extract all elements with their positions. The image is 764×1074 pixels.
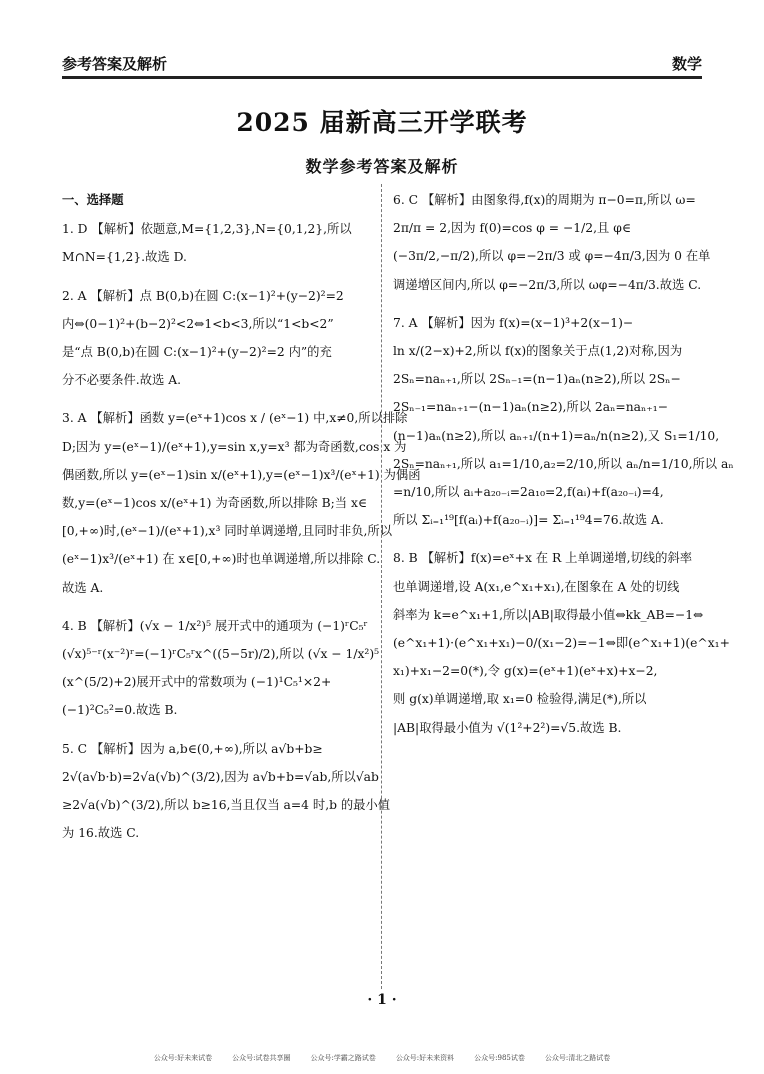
right-question-list [393,186,734,742]
answer-item-q6 [393,186,711,299]
footer-watermark-text: 公众号:985试卷 [474,1054,525,1062]
answer-line: [0,+∞)时,(eˣ−1)/(eˣ+1),x³ 同时单调递增,且同时非负,所以 [62,524,393,539]
answer-line: 2π/π = 2,因为 f(0)=cos φ = −1/2,且 φ∈ [393,221,631,236]
answer-line: 偶函数,所以 y=(eˣ−1)sin x/(eˣ+1),y=(eˣ−1)x³/(eˣ+1) 为偶函 [62,467,421,482]
page-header [62,46,702,78]
answer-item-q7 [393,309,734,535]
left-question-list [62,215,421,847]
footer-watermark-text: 公众号:清北之路试卷 [544,1054,611,1062]
answer-line: D;因为 y=(eˣ−1)/(eˣ+1),y=sin x,y=x³ 都为奇函数,cos x 为 [62,439,407,454]
answer-line: ≥2√a(√b)^(3/2),所以 b≥16,当且仅当 a=4 时,b 的最小值 [62,798,391,813]
answer-line: (−1)²C₅²=0.故选 B. [62,703,178,718]
answer-line: 5. C 【解析】因为 a,b∈(0,+∞),所以 a√b+b≥ [62,741,323,756]
answer-line: 2√(a√b·b)=2√a(√b)^(3/2),因为 a√b+b=√ab,所以√ab [62,769,379,784]
answer-item-q1 [62,215,368,271]
answer-line: (eˣ−1)x³/(eˣ+1) 在 x∈[0,+∞)时也单调递增,所以排除 C. [62,552,381,567]
answer-item-q3 [62,404,421,601]
answer-item-q8 [393,544,730,741]
answer-item-q4 [62,612,380,725]
answer-line: 4. B 【解析】(√x − 1/x²)⁵ 展开式中的通项为 (−1)ʳC₅ʳ [62,618,368,633]
answer-line: ln x/(2−x)+2,所以 f(x)的图象关于点(1,2)对称,因为 [393,344,683,359]
answer-line: |AB|取得最小值为 √(1²+2²)=√5.故选 B. [393,720,622,735]
answer-line: 所以 Σᵢ₌₁¹⁹[f(aᵢ)+f(a₂₀₋ᵢ)]= Σᵢ₌₁¹⁹4=76.故选 A. [393,513,664,528]
exam-subtitle: 数学参考答案及解析 [305,157,459,176]
answer-item-q2 [62,282,368,395]
header-left-label: 参考答案及解析 [62,55,168,73]
answer-line: 2Sₙ₋₁=naₙ₊₁−(n−1)aₙ(n≥2),所以 2aₙ=naₙ₊₁− [393,400,669,415]
page-number: · 1 · [367,992,397,1008]
answer-line: 也单调递增,设 A(x₁,e^x₁+x₁),在图象在 A 处的切线 [393,579,680,594]
answer-line: 2Sₙ=naₙ₊₁,所以 2Sₙ₋₁=(n−1)aₙ(n≥2),所以 2Sₙ− [393,372,681,387]
answer-line: 为 16.故选 C. [62,826,140,841]
answer-line: 3. A 【解析】函数 y=(eˣ+1)cos x / (eˣ−1) 中,x≠0,所以排除 [62,411,408,426]
answer-line: 2Sₙ=naₙ₊₁,所以 a₁=1/10,a₂=2/10,所以 aₙ/n=1/10,所以 aₙ [393,456,734,471]
left-column [62,186,421,857]
column-divider [381,184,382,989]
answer-line: =n/10,所以 aᵢ+a₂₀₋ᵢ=2a₁₀=2,f(aᵢ)+f(a₂₀₋ᵢ)=4, [393,485,664,500]
exam-title: 2025 届新高三开学联考 [236,108,528,137]
answer-line: (n−1)aₙ(n≥2),所以 aₙ₊₁/(n+1)=aₙ/n(n≥2),又 S₁=1/10, [393,428,720,443]
answer-line: 数,y=(eˣ−1)cos x/(eˣ+1) 为奇函数,所以排除 B;当 x∈ [62,496,367,511]
answer-line: 分不必要条件.故选 A. [62,373,181,388]
answer-line: 则 g(x)单调递增,取 x₁=0 检验得,满足(*),所以 [393,692,647,707]
answer-line: M∩N={1,2}.故选 D. [62,250,187,265]
header-subject-label: 数学 [671,55,702,73]
footer-watermark-text: 公众号:学霸之路试卷 [310,1054,376,1062]
answer-line: 斜率为 k=e^x₁+1,所以|AB|取得最小值⇔kk_AB=−1⇔ [393,607,704,622]
footer-watermark-text: 公众号:试卷共享圈 [232,1054,291,1062]
answer-line: x₁)+x₁−2=0(*),令 g(x)=(eˣ+1)(eˣ+x)+x−2, [393,664,658,679]
answer-item-q5 [62,735,391,848]
footer-watermark-bar [0,1053,764,1063]
answer-line: 8. B 【解析】f(x)=eˣ+x 在 R 上单调递增,切线的斜率 [393,551,693,566]
answer-line: 2. A 【解析】点 B(0,b)在圆 C:(x−1)²+(y−2)²=2 [62,288,344,303]
header-rule [62,78,702,79]
right-column [393,186,734,752]
answer-line: 调递增区间内,所以 φ=−2π/3,所以 ωφ=−4π/3.故选 C. [393,277,702,292]
answer-line: (−3π/2,−π/2),所以 φ=−2π/3 或 φ=−4π/3,因为 0 在单 [393,249,711,264]
answer-line: 1. D 【解析】依题意,M={1,2,3},N={0,1,2},所以 [62,222,352,237]
footer-watermark-text: 公众号:好未来试卷 [153,1054,213,1062]
answer-line: 6. C 【解析】由图象得,f(x)的周期为 π−0=π,所以 ω= [393,193,696,207]
answer-line: 7. A 【解析】因为 f(x)=(x−1)³+2(x−1)− [393,315,634,330]
answer-line: 是“点 B(0,b)在圆 C:(x−1)²+(y−2)²=2 内”的充 [62,345,332,360]
section-heading: 一、选择题 [62,192,124,207]
answer-line: (x^(5/2)+2)展开式中的常数项为 (−1)¹C₅¹×2+ [62,675,332,690]
answer-line: 故选 A. [62,580,104,595]
answer-line: (√x)⁵⁻ʳ(x⁻²)ʳ=(−1)ʳC₅ʳx^((5−5r)/2),所以 (√x − 1/x²)⁵ [62,647,380,662]
footer-watermark-text: 公众号:好未来资料 [395,1054,455,1062]
answer-line: (e^x₁+1)·(e^x₁+x₁)−0/(x₁−2)=−1⇔即(e^x₁+1)(e^x₁+ [393,636,730,651]
answer-line: 内⇔(0−1)²+(b−2)²<2⇔1<b<3,所以“1<b<2” [62,316,334,331]
